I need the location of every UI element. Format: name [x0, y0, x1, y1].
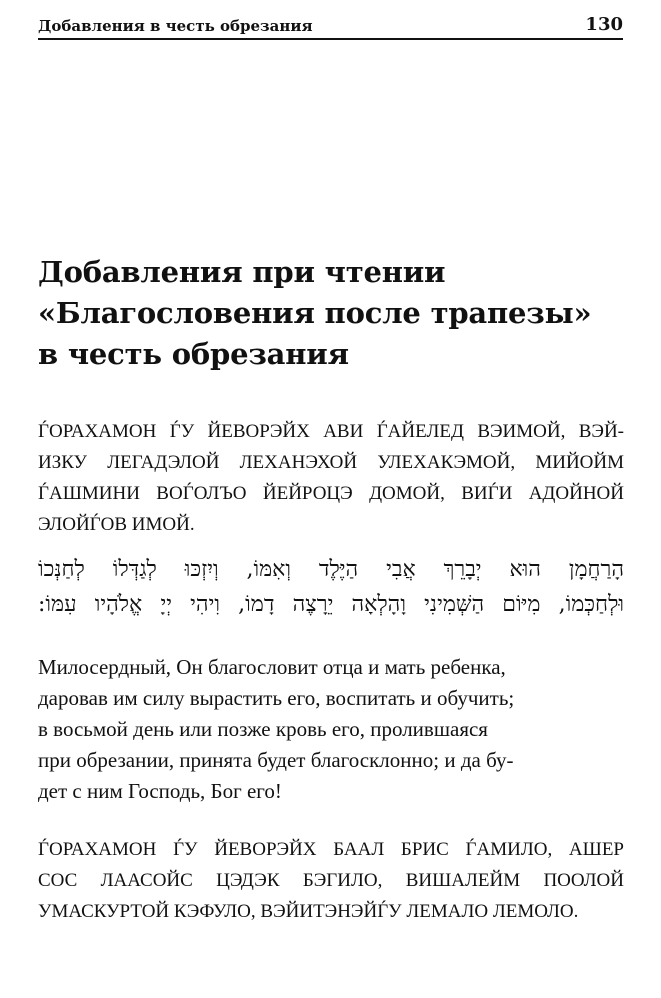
- transliteration-line: ЃОРАХАМОН ЃУ ЙЕВОРЭЙХ БААЛ БРИС ЃАМИЛО, АШЕР: [38, 839, 624, 860]
- translation-line: даровав им силу вырастить его, воспитать и обучить;: [38, 686, 515, 710]
- translation-line: в восьмой день или позже кровь его, пролившаяся: [38, 717, 488, 741]
- translation-line: при обрезании, принята будет благосклонно; и да бу-: [38, 748, 514, 772]
- transliteration-line: СОС ЛААСОЙС ЦЭДЭК БЭГИЛО, ВИШАЛЕЙМ ПООЛОЙ: [38, 870, 624, 891]
- transliteration-line: ЃАШМИНИ ВОЃОЛЪО ЙЕЙРОЦЭ ДОМОЙ, ВИЃИ АДОЙНОЙ: [38, 483, 624, 504]
- translation-line: дет с ним Господь, Бог его!: [38, 779, 282, 803]
- title-line: «Благословения после трапезы»: [38, 296, 592, 330]
- hebrew-blessing: [38, 552, 624, 622]
- transliteration-line: ИЗКУ ЛЕГАДЭЛОЙ ЛЕХАНЭХОЙ УЛЕХАКЭМОЙ, МИЙОЙМ: [38, 452, 624, 473]
- transliteration-paragraph-1: [38, 416, 624, 540]
- translation-line: Милосердный, Он благословит отца и мать ребенка,: [38, 655, 506, 679]
- russian-translation: [38, 652, 624, 807]
- transliteration-paragraph-2: [38, 834, 624, 927]
- transliteration-line: ЃОРАХАМОН ЃУ ЙЕВОРЭЙХ АВИ ЃАЙЕЛЕД ВЭИМОЙ, ВЭЙ-: [38, 421, 624, 442]
- hebrew-line: הָרַחֲמָן הוּא יְבָרֵךְ אֲבִי הַיֶּלֶד וְאִמּוֹ, וְיִזְכּוּ לְגַדְּלוֹ לְחַנְּכוֹ: [38, 557, 624, 582]
- running-title: Добавления в честь обрезания: [38, 17, 313, 35]
- hebrew-line: וּלְחַכְּמוֹ, מִיּוֹם הַשְּׁמִינִי וָהָלְאָה יֵרָצֶה דָמוֹ, וִיהִי יְיָ אֱלֹהָיו עִמּוֹ:: [38, 592, 624, 617]
- title-line: в честь обрезания: [38, 337, 349, 371]
- transliteration-line: УМАСКУРТОЙ КЭФУЛО, ВЭЙИТЭНЭЙЃУ ЛЕМАЛО ЛЕМОЛО.: [38, 901, 579, 922]
- page-number: 130: [585, 14, 623, 35]
- running-header: [38, 14, 623, 40]
- section-title: [38, 252, 628, 375]
- transliteration-line: ЭЛОЙЃОВ ИМОЙ.: [38, 514, 195, 535]
- title-line: Добавления при чтении: [38, 255, 446, 289]
